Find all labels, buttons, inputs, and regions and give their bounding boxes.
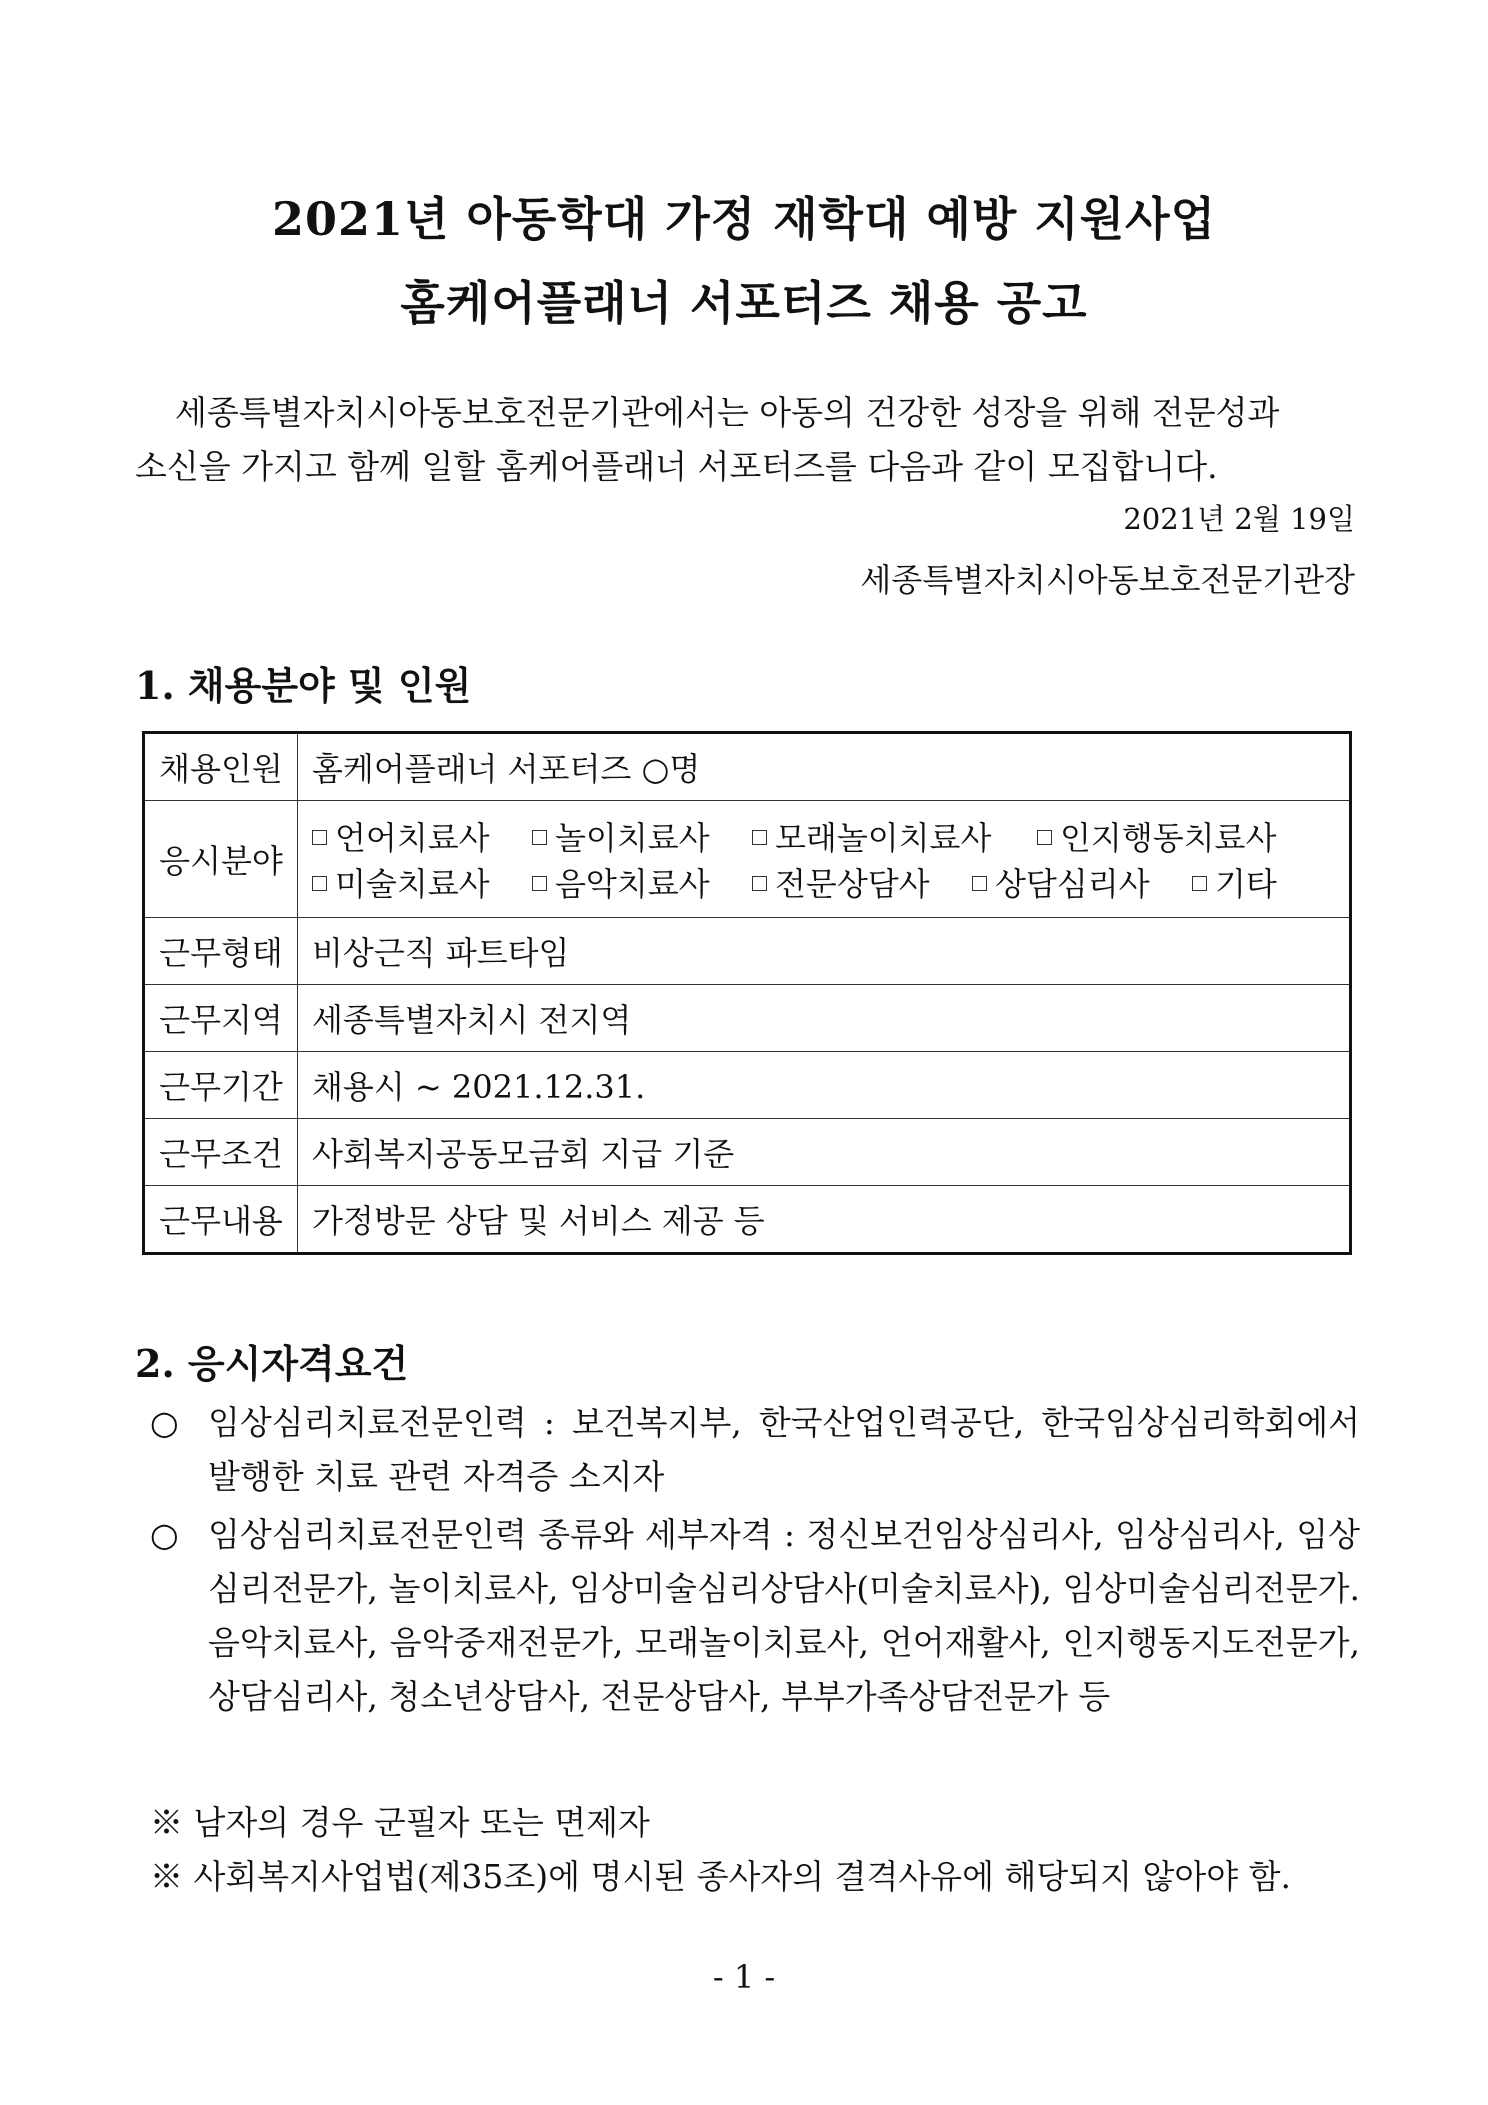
row-label: 근무내용: [144, 1186, 298, 1254]
option-item: [312, 859, 532, 905]
row-label: 근무형태: [144, 918, 298, 985]
checkbox-icon: [532, 830, 547, 845]
checkbox-icon: [532, 876, 547, 891]
table-row: [144, 918, 1351, 985]
intro-line-2: 소신을 가지고 함께 일할 홈케어플래너 서포터즈를 다음과 같이 모집합니다.: [135, 447, 1218, 486]
row-label: 근무지역: [144, 985, 298, 1052]
checkbox-icon: [972, 876, 987, 891]
checkbox-icon: [752, 876, 767, 891]
option-label: 놀이치료사: [555, 819, 710, 857]
row-label: 근무기간: [144, 1052, 298, 1119]
option-label: 전문상담사: [775, 865, 930, 903]
row-value: 사회복지공동모금회 지급 기준: [298, 1119, 1351, 1186]
table-row: [144, 733, 1351, 801]
option-label: 인지행동치료사: [1060, 819, 1277, 857]
table-row: [144, 1186, 1351, 1254]
option-item: [1192, 859, 1312, 905]
option-label: 상담심리사: [995, 865, 1150, 903]
recruitment-table: [142, 731, 1352, 1255]
note-disqualification: ※ 사회복지사업법(제35조)에 명시된 종사자의 결격사유에 해당되지 않아야 함.: [150, 1857, 1291, 1896]
option-item: [752, 813, 1037, 859]
options-cell: [298, 801, 1351, 918]
section-1-heading: 1. 채용분야 및 인원: [135, 663, 472, 708]
option-item: [1037, 813, 1282, 859]
row-label: 응시분야: [144, 801, 298, 918]
option-label: 모래놀이치료사: [775, 819, 992, 857]
option-label: 언어치료사: [335, 819, 490, 857]
circle-bullet-icon: ○: [150, 1515, 179, 1554]
option-item: [972, 859, 1192, 905]
options-row-2: [312, 859, 1335, 905]
list-item: [150, 1508, 1360, 1724]
table-row: [144, 1052, 1351, 1119]
table-row: [144, 801, 1351, 918]
row-value: 가정방문 상담 및 서비스 제공 등: [298, 1186, 1351, 1254]
row-label: 근무조건: [144, 1119, 298, 1186]
options-row-1: [312, 813, 1335, 859]
checkbox-icon: [312, 876, 327, 891]
row-label: 채용인원: [144, 733, 298, 801]
issuer-name: 세종특별자치시아동보호전문기관장: [860, 561, 1355, 599]
option-item: [312, 813, 532, 859]
row-value: 세종특별자치시 전지역: [298, 985, 1351, 1052]
list-item-text: 임상심리치료전문인력 종류와 세부자격 : 정신보건임상심리사, 임상심리사, 임상심리전문가, 놀이치료사, 임상미술심리상담사(미술치료사), 임상미술심리전문가. 음악치료사, 음악중재전문가, 모래놀이치료사, 언어재활사, 인지행동지도전문가, 상담심리사, 청소년상담사, 전문상담사, 부부가족상담전문가 등: [208, 1515, 1360, 1716]
table-row: [144, 1119, 1351, 1186]
table-row: [144, 985, 1351, 1052]
row-value: 비상근직 파트타임: [298, 918, 1351, 985]
note-military: ※ 남자의 경우 군필자 또는 면제자: [150, 1803, 650, 1842]
circle-bullet-icon: ○: [150, 1403, 179, 1442]
option-item: [532, 813, 752, 859]
page-number: - 1 -: [712, 1958, 776, 1996]
list-item-text: 임상심리치료전문인력 : 보건복지부, 한국산업인력공단, 한국임상심리학회에서 발행한 치료 관련 자격증 소지자: [208, 1403, 1360, 1496]
checkbox-icon: [312, 830, 327, 845]
notice-date: 2021년 2월 19일: [1123, 502, 1355, 536]
checkbox-icon: [752, 830, 767, 845]
title-line-1: 2021년 아동학대 가정 재학대 예방 지원사업: [271, 192, 1217, 246]
option-item: [752, 859, 972, 905]
intro-line-1: 세종특별자치시아동보호전문기관에서는 아동의 건강한 성장을 위해 전문성과: [175, 393, 1280, 432]
checkbox-icon: [1192, 876, 1207, 891]
row-value: 홈케어플래너 서포터즈 ○명: [298, 733, 1351, 801]
option-item: [532, 859, 752, 905]
list-item: [150, 1396, 1360, 1504]
title-line-2: 홈케어플래너 서포터즈 채용 공고: [400, 276, 1088, 330]
option-label: 음악치료사: [555, 865, 710, 903]
checkbox-icon: [1037, 830, 1052, 845]
section-2-heading: 2. 응시자격요건: [135, 1341, 409, 1386]
option-label: 미술치료사: [335, 865, 490, 903]
row-value: 채용시 ~ 2021.12.31.: [298, 1052, 1351, 1119]
option-label: 기타: [1215, 865, 1277, 903]
